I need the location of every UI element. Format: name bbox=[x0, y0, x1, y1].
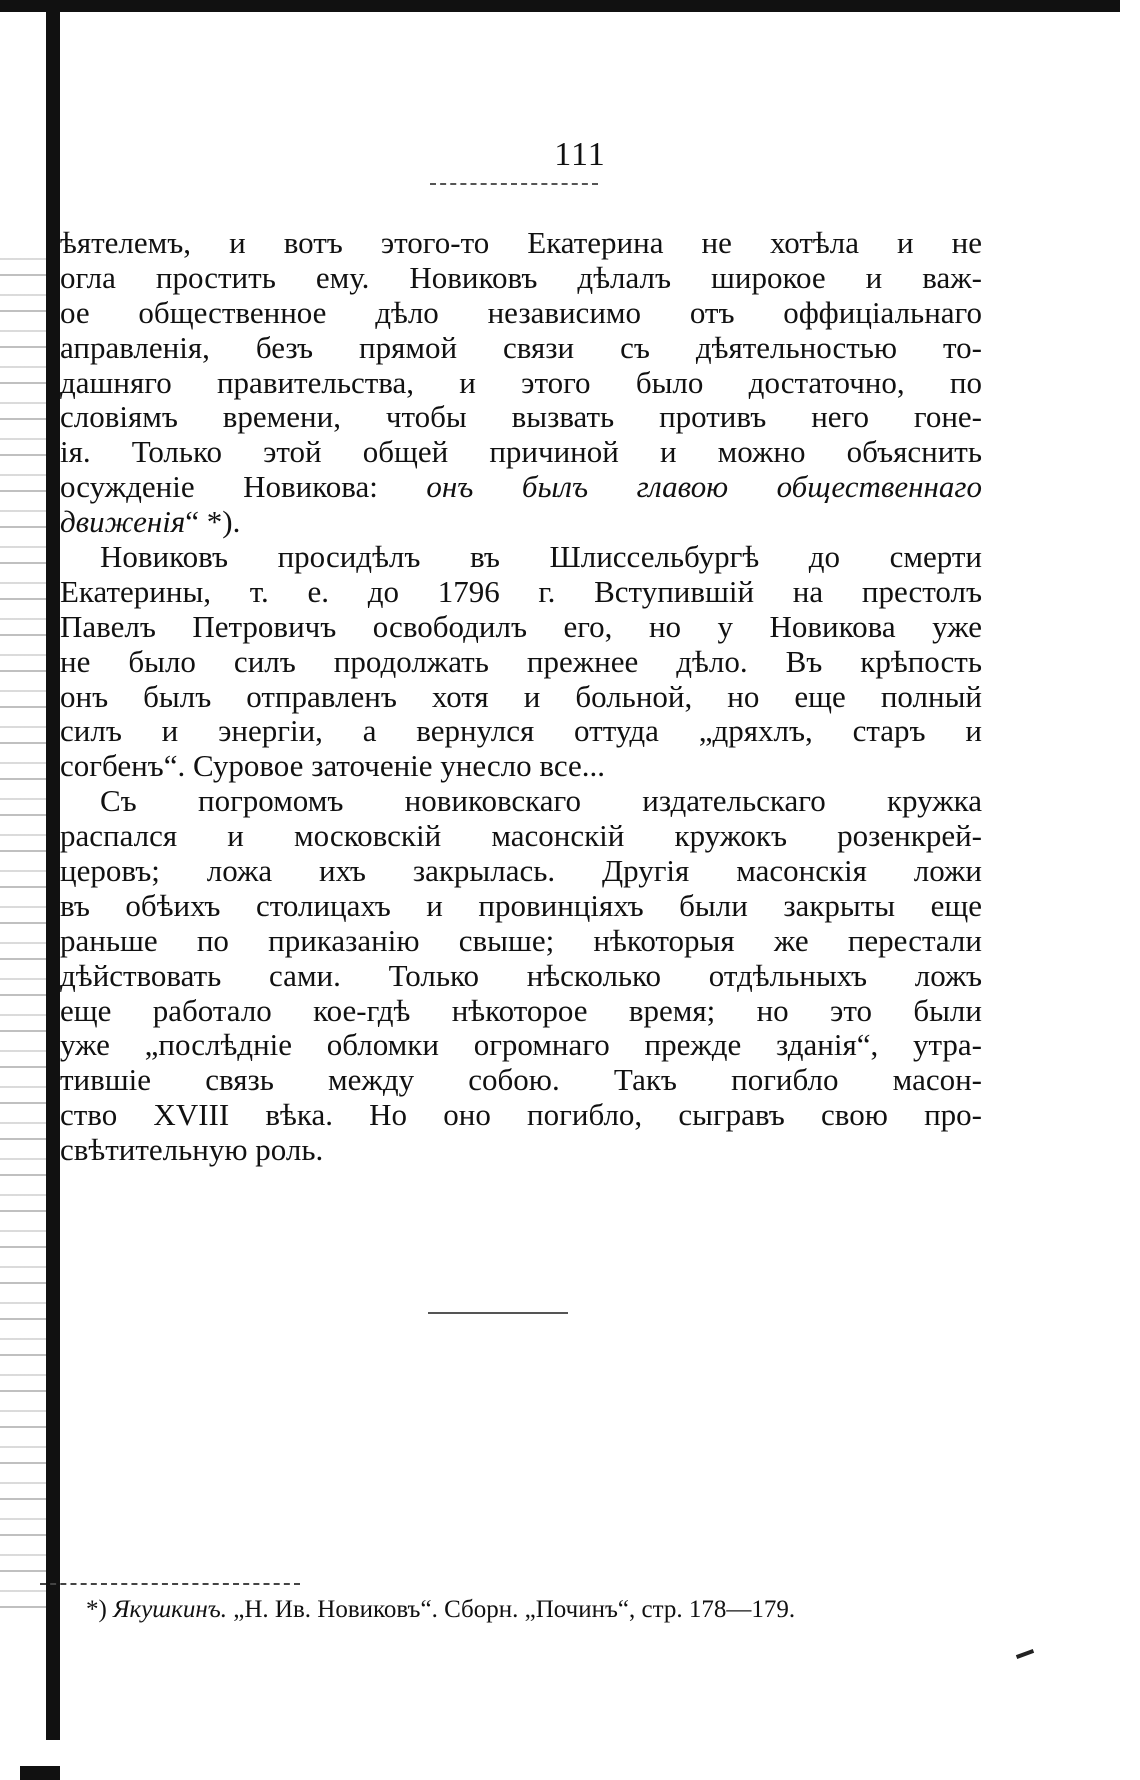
scan-top-border bbox=[0, 0, 1120, 12]
body-line: дашняго правительства, и этого было достаточно, по bbox=[60, 364, 982, 400]
footnote-author: Якушкинъ. bbox=[113, 1596, 227, 1623]
body-line: ѣятелемъ, и вотъ этого-то Екатерина не хотѣла и не bbox=[60, 225, 982, 260]
body-line: распался и московскій масонскій кружокъ розенкрей- bbox=[60, 818, 982, 854]
scan-speck bbox=[1016, 1649, 1034, 1659]
body-line: силъ и энергіи, а вернулся оттуда „дряхлъ, старъ и bbox=[60, 713, 982, 749]
body-line: дѣйствовать сами. Только нѣсколько отдѣльныхъ ложъ bbox=[60, 957, 982, 993]
body-line-plain: осужденіе Новикова: bbox=[60, 469, 427, 505]
scan-left-binding-shadow bbox=[46, 10, 60, 1740]
body-line: Павелъ Петровичъ освободилъ его, но у Новикова уже bbox=[60, 608, 982, 644]
body-line: еще работало кое-гдѣ нѣкоторое время; но это были bbox=[60, 992, 982, 1028]
footnote-rule bbox=[40, 1583, 300, 1585]
footnote-marker: *) bbox=[86, 1596, 107, 1623]
body-line: согбенъ“. Суровое заточеніе унесло все... bbox=[60, 748, 605, 784]
body-line: раньше по приказанію свыше; нѣкоторыя же перестали bbox=[60, 922, 982, 958]
page-number: 111 bbox=[554, 136, 606, 173]
body-line: тившіе связь между собою. Такъ погибло масон- bbox=[60, 1062, 982, 1098]
body-line: ство XVIII вѣка. Но оно погибло, сыгравъ свою про- bbox=[60, 1097, 982, 1133]
body-line: Екатерины, т. е. до 1796 г. Вступившій на престолъ bbox=[60, 573, 982, 609]
body-text bbox=[60, 226, 982, 1168]
body-line bbox=[60, 505, 982, 540]
body-line: онъ былъ отправленъ хотя и больной, но еще полный bbox=[60, 678, 982, 714]
scan-bottom-mark bbox=[20, 1766, 60, 1780]
body-line bbox=[60, 470, 982, 505]
body-line-italic: онъ былъ главою общественнаго bbox=[426, 469, 983, 505]
footnote bbox=[86, 1596, 986, 1624]
body-line: словіямъ времени, чтобы вызвать противъ него гоне- bbox=[60, 399, 982, 435]
body-line: огла простить ему. Новиковъ дѣлалъ широкое и важ- bbox=[60, 259, 982, 295]
body-line: Новиковъ просидѣлъ въ Шлиссельбургѣ до смерти bbox=[100, 539, 982, 575]
body-line-italic: движенія bbox=[60, 504, 186, 540]
footnote-citation: „Н. Ив. Новиковъ“. Сборн. „Починъ“, стр. 178—179. bbox=[233, 1596, 796, 1623]
body-line: въ обѣихъ столицахъ и провинціяхъ были закрыты еще bbox=[60, 887, 982, 923]
body-line: Съ погромомъ новиковскаго издательскаго кружка bbox=[100, 783, 982, 819]
body-line: ое общественное дѣло независимо отъ оффиціальнаго bbox=[60, 294, 982, 330]
scan-left-edge-artifact bbox=[0, 240, 46, 1620]
footnote-reference: “ *). bbox=[185, 504, 241, 540]
body-line: свѣтительную роль. bbox=[60, 1132, 324, 1168]
body-line: аправленія, безъ прямой связи съ дѣятельностью то- bbox=[60, 329, 982, 365]
body-line: не было силъ продолжать прежнее дѣло. Въ крѣпость bbox=[60, 643, 982, 679]
section-end-rule bbox=[428, 1312, 568, 1314]
body-line: церовъ; ложа ихъ закрылась. Другія масонскія ложи bbox=[60, 853, 982, 889]
body-line: ія. Только этой общей причиной и можно объяснить bbox=[60, 434, 982, 470]
body-line: уже „послѣдніе обломки огромнаго прежде зданія“, утра- bbox=[60, 1027, 982, 1063]
header-rule bbox=[430, 183, 598, 185]
